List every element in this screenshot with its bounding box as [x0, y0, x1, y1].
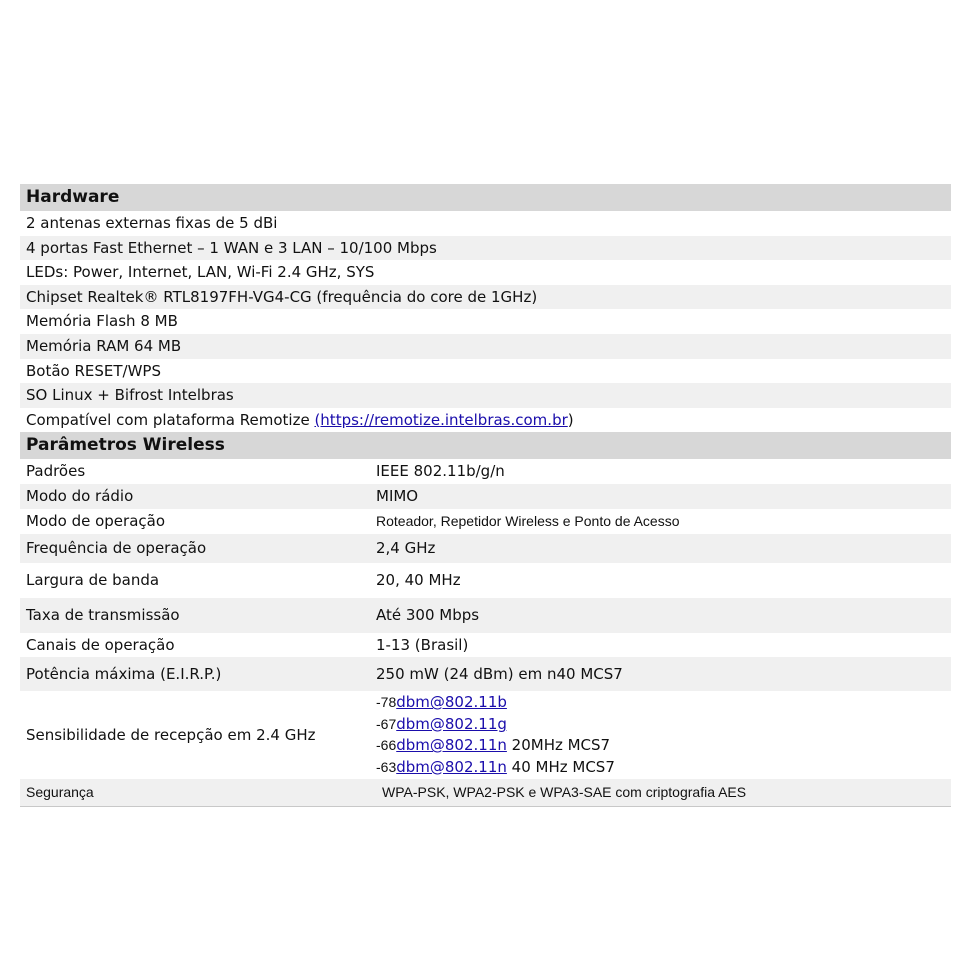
- section-header-hardware: Hardware: [20, 184, 951, 211]
- sensitivity-line: [376, 735, 951, 757]
- sensitivity-prefix: -66: [376, 737, 397, 754]
- spec-value: WPA-PSK, WPA2-PSK e WPA3-SAE com criptografia AES: [382, 784, 747, 801]
- sensitivity-line: [376, 757, 951, 779]
- spec-label: Canais de operação: [26, 636, 175, 655]
- remotize-suffix: ): [567, 410, 574, 429]
- spec-row-frequencia: [20, 534, 951, 563]
- spec-label: Taxa de transmissão: [26, 606, 180, 625]
- hardware-item: 4 portas Fast Ethernet – 1 WAN e 3 LAN – 10/100 Mbps: [20, 236, 951, 261]
- hardware-item: 2 antenas externas fixas de 5 dBi: [26, 214, 278, 232]
- spec-row-potencia: [20, 657, 951, 691]
- spec-row-largura-banda: [20, 563, 951, 598]
- spec-row-sensibilidade: [20, 691, 951, 779]
- section-header-wireless: Parâmetros Wireless: [20, 432, 951, 459]
- spec-label: Modo do rádio: [26, 487, 134, 506]
- sensitivity-link[interactable]: dbm@802.11n: [396, 757, 507, 776]
- spec-row-seguranca: [20, 779, 951, 806]
- remotize-text: Compatível com plataforma Remotize: [26, 410, 315, 429]
- sensitivity-prefix: -63: [376, 758, 397, 775]
- sensitivity-link[interactable]: dbm@802.11b: [396, 693, 507, 712]
- spec-table: [20, 184, 951, 807]
- spec-value: MIMO: [376, 487, 419, 506]
- sensitivity-suffix: 40 MHz MCS7: [506, 757, 615, 776]
- sensitivity-link[interactable]: dbm@802.11n: [396, 736, 507, 755]
- spec-label: Frequência de operação: [26, 539, 207, 558]
- hardware-item-remotize: [20, 408, 951, 433]
- remotize-link[interactable]: (https://remotize.intelbras.com.br: [314, 410, 568, 429]
- spec-value: 20, 40 MHz: [376, 571, 461, 590]
- spec-value: 250 mW (24 dBm) em n40 MCS7: [376, 665, 623, 684]
- spec-value: 1-13 (Brasil): [376, 636, 469, 655]
- spec-row-modo-radio: [20, 484, 951, 509]
- hardware-item: Chipset Realtek® RTL8197FH-VG4-CG (frequência do core de 1GHz): [20, 285, 951, 310]
- spec-row-canais: [20, 633, 951, 657]
- sensitivity-line: [376, 692, 951, 714]
- hardware-item: Memória Flash 8 MB: [26, 312, 178, 331]
- spec-label: Potência máxima (E.I.R.P.): [26, 665, 222, 684]
- spec-value: IEEE 802.11b/g/n: [376, 462, 505, 481]
- sensitivity-suffix: 20MHz MCS7: [506, 736, 611, 755]
- sensitivity-prefix: -67: [376, 715, 397, 732]
- hardware-item: Botão RESET/WPS: [26, 361, 161, 380]
- hardware-item: LEDs: Power, Internet, LAN, Wi-Fi 2.4 GHz, SYS: [26, 263, 375, 282]
- spec-row-modo-operacao: [20, 509, 951, 534]
- hardware-item: Memória RAM 64 MB: [20, 334, 951, 359]
- sensitivity-line: [376, 714, 951, 736]
- spec-row-padroes: [20, 459, 951, 484]
- sensitivity-prefix: -78: [376, 694, 397, 711]
- spec-label: Sensibilidade de recepção em 2.4 GHz: [26, 726, 316, 745]
- spec-label: Largura de banda: [26, 571, 160, 590]
- spec-value: 2,4 GHz: [376, 539, 436, 558]
- spec-row-taxa-transmissao: [20, 598, 951, 633]
- hardware-item: SO Linux + Bifrost Intelbras: [20, 383, 951, 408]
- sensitivity-values: [376, 692, 951, 778]
- spec-label: Segurança: [26, 784, 94, 801]
- spec-label: Modo de operação: [26, 512, 166, 531]
- spec-value: Até 300 Mbps: [376, 606, 480, 625]
- spec-label: Padrões: [26, 462, 86, 481]
- spec-value: Roteador, Repetidor Wireless e Ponto de Acesso: [376, 513, 680, 530]
- sensitivity-link[interactable]: dbm@802.11g: [396, 714, 507, 733]
